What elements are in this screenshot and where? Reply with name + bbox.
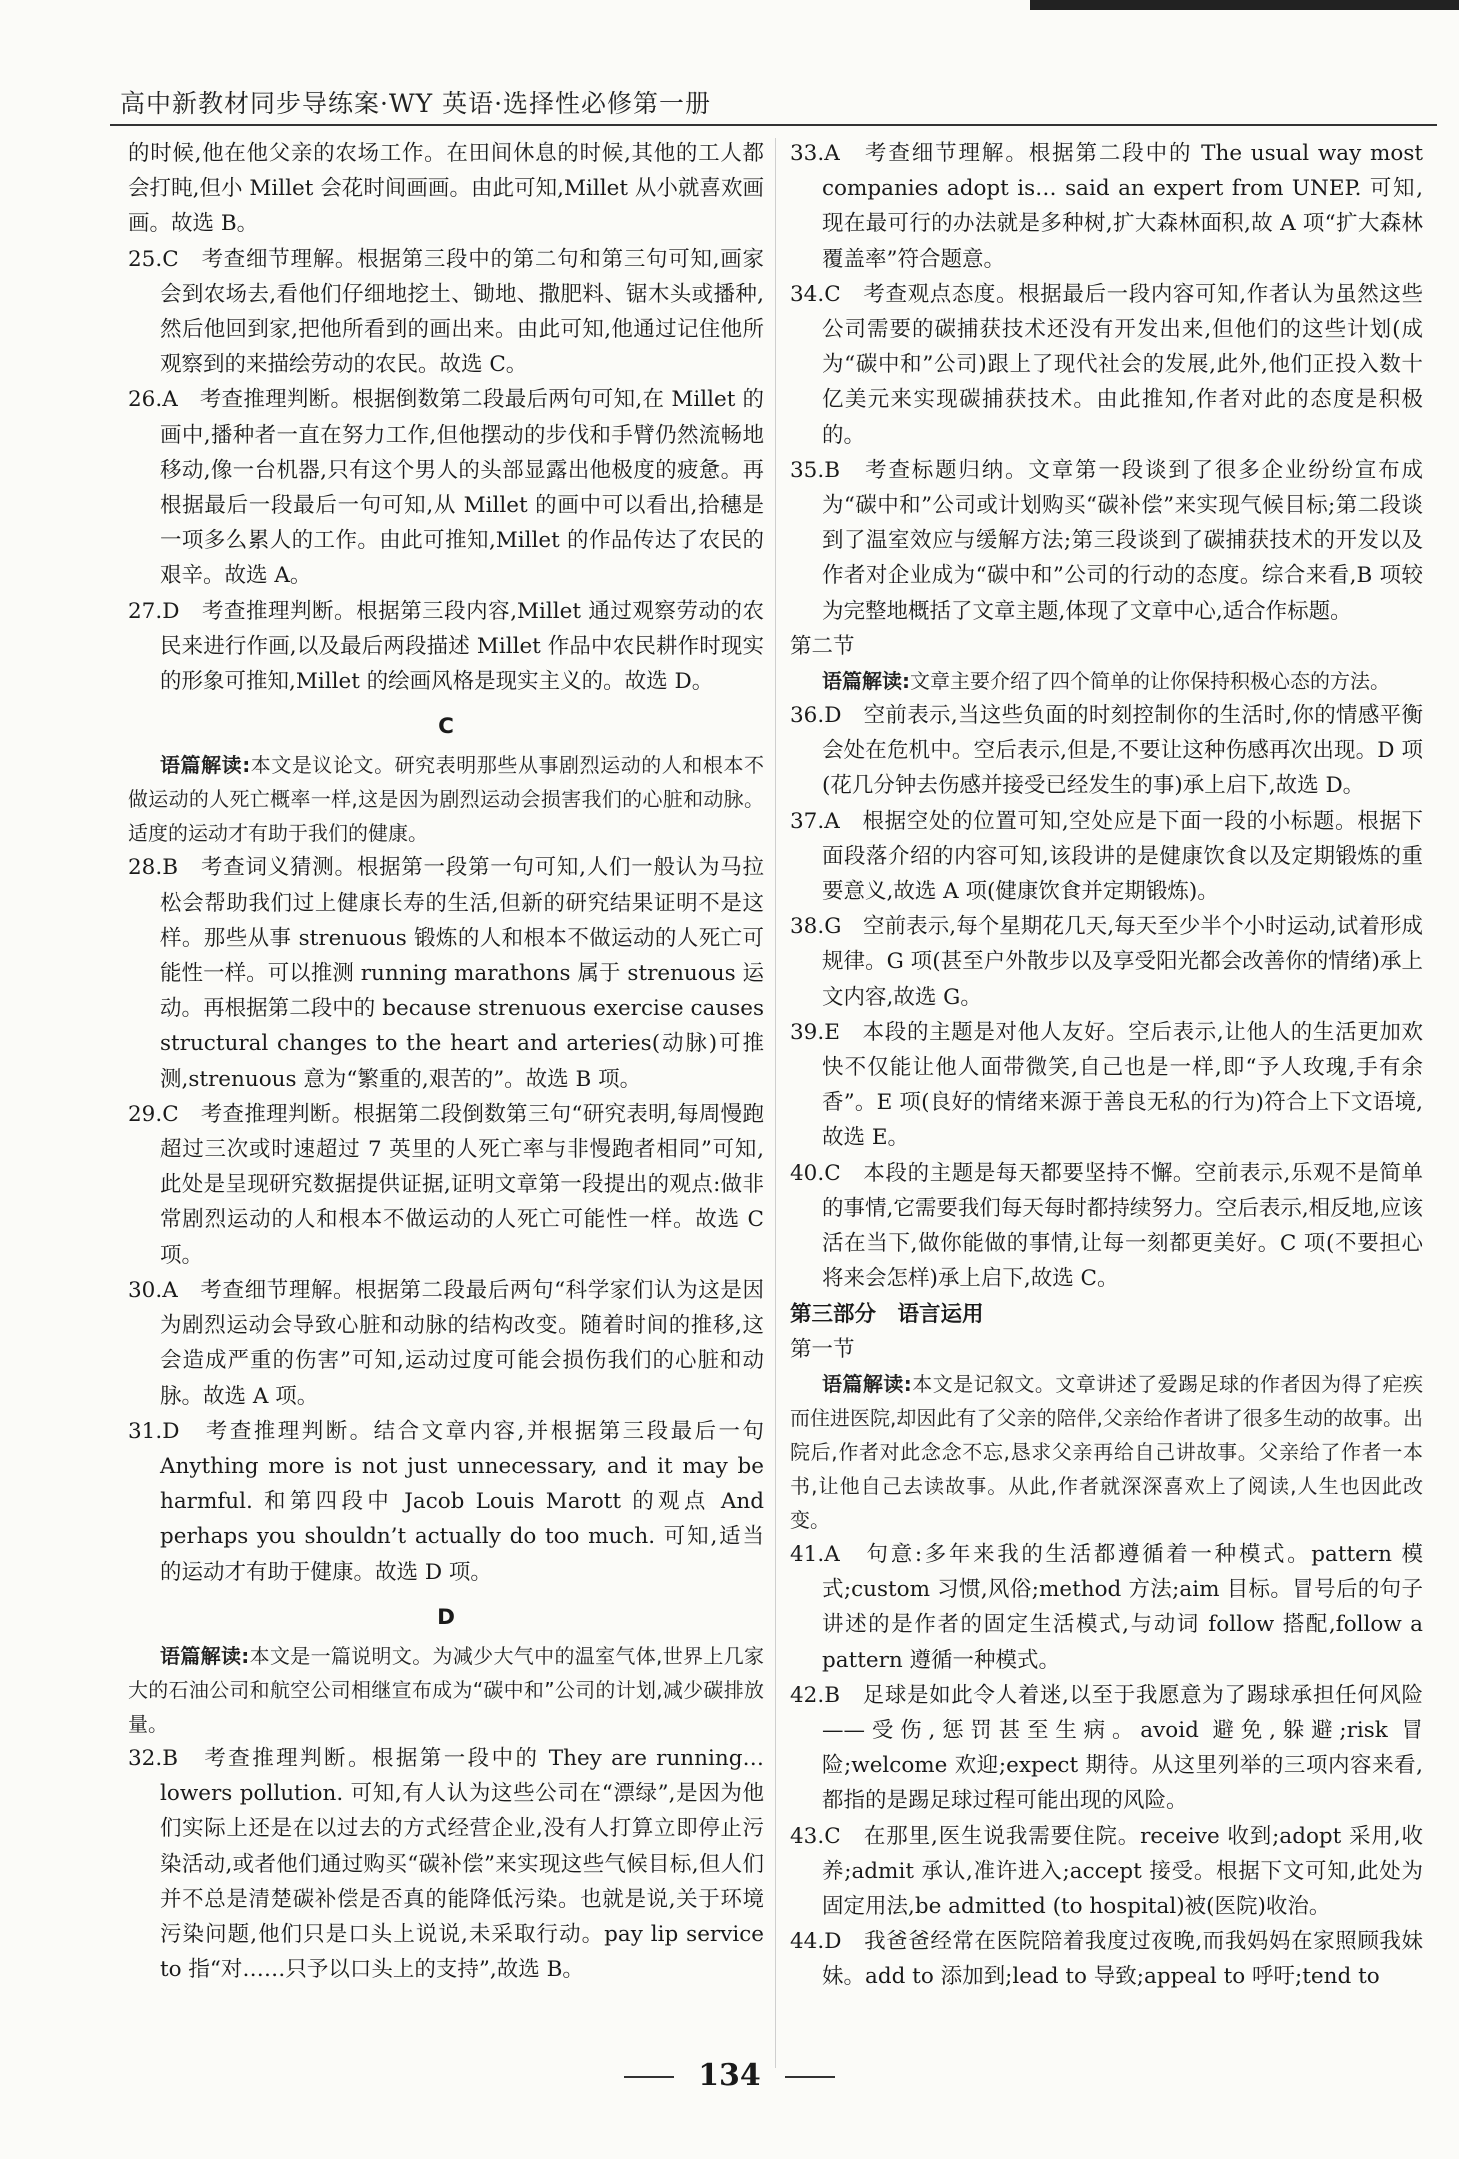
page-number: 134 <box>698 2058 761 2093</box>
passage-summary-label: 语篇解读: <box>160 1643 250 1668</box>
answer-explanation: 35.B 考查标题归纳。文章第一段谈到了很多企业纷纷宣布成为“碳中和”公司或计划购买“碳补偿”来实现气候目标;第二段谈到了温室效应与缓解方法;第三段谈到了碳捕获技术的开发以及作者对企业成为“碳中和”公司的行动的态度。综合来看,B 项较为完整地概括了文章主题,体现了文章中心,适合作标题。 <box>790 457 1423 624</box>
answer-explanation: 38.G 空前表示,每个星期花几天,每天至少半个小时运动,试着形成规律。G 项(甚至户外散步以及享受阳光都会改善你的情绪)承上文内容,故选 G。 <box>790 914 1423 1010</box>
header-rule <box>110 124 1437 126</box>
passage-summary-label: 语篇解读: <box>822 1371 912 1396</box>
answer-explanation: 28.B 考查词义猜测。根据第一段第一句可知,人们一般认为马拉松会帮助我们过上健康长寿的生活,但新的研究结果证明不是这样。那些从事 strenuous 锻炼的人和根本不做运动的人死亡可能性一样。可以推测 running marathons 属于 strenuous 运动。再根据第二段中的 because strenuous exercise causes structural changes to the heart and arteries(动脉)可推测,strenuous 意为“繁重的,艰苦的”。故选 B 项。 <box>128 855 764 1092</box>
answer-explanation: 25.C 考查细节理解。根据第三段中的第二句和第三句可知,画家会到农场去,看他们仔细地挖土、锄地、撒肥料、锯木头或播种,然后他回到家,把他所看到的画出来。由此可知,他通过记住他所观察到的来描绘劳动的农民。故选 C。 <box>128 246 764 378</box>
left-column <box>128 136 764 1987</box>
answer-explanation: 30.A 考查细节理解。根据第二段最后两句“科学家们认为这是因为剧烈运动会导致心脏和动脉的结构改变。随着时间的推移,这会造成严重的伤害”可知,运动过度可能会损伤我们的心脏和动脉。故选 A 项。 <box>128 1277 764 1409</box>
passage-summary <box>128 1639 764 1741</box>
answer-explanation: 26.A 考查推理判断。根据倒数第二段最后两句可知,在 Millet 的画中,播种者一直在努力工作,但他摆动的步伐和手臂仍然流畅地移动,像一台机器,只有这个男人的头部显露出他极度的疲惫。再根据最后一段最后一句可知,从 Millet 的画中可以看出,拾穗是一项多么累人的工作。由此可推知,Millet 的作品传达了农民的艰辛。故选 A。 <box>128 387 764 589</box>
page-number-footer <box>0 2058 1459 2093</box>
subsection-heading: 第一节 <box>790 1336 855 1362</box>
continued-text: 的时候,他在他父亲的农场工作。在田间休息的时候,其他的工人都会打盹,但小 Millet 会花时间画画。由此可知,Millet 从小就喜欢画画。故选 B。 <box>128 141 764 237</box>
answer-explanation: 34.C 考查观点态度。根据最后一段内容可知,作者认为虽然这些公司需要的碳捕获技术还没有开发出来,但他们的这些计划(成为“碳中和”公司)跟上了现代社会的发展,此外,他们正投入数十亿美元来实现碳捕获技术。由此推知,作者对此的态度是积极的。 <box>790 281 1423 448</box>
answer-explanation: 37.A 根据空处的位置可知,空处应是下面一段的小标题。根据下面段落介绍的内容可知,该段讲的是健康饮食以及定期锻炼的重要意义,故选 A 项(健康饮食并定期锻炼)。 <box>790 808 1423 905</box>
passage-summary-text: 本文是一篇说明文。为减少大气中的温室气体,世界上几家大的石油公司和航空公司相继宣布成为“碳中和”公司的计划,减少碳排放量。 <box>128 1643 765 1736</box>
passage-summary <box>790 664 1423 698</box>
right-column <box>790 136 1423 1995</box>
section-heading: D <box>437 1604 455 1630</box>
passage-summary <box>128 748 764 850</box>
answer-explanation: 43.C 在那里,医生说我需要住院。receive 收到;adopt 采用,收养;admit 承认,准许进入;accept 接受。根据下文可知,此处为固定用法,be admitted (to hospital)被(医院)收治。 <box>790 1823 1423 1919</box>
running-header: 高中新教材同步导练案·WY 英语·选择性必修第一册 <box>120 89 712 118</box>
answer-explanation: 29.C 考查推理判断。根据第二段倒数第三句“研究表明,每周慢跑超过三次或时速超过 7 英里的人死亡率与非慢跑者相同”可知,此处是呈现研究数据提供证据,证明文章第一段提出的观点:做非常剧烈运动的人和根本不做运动的人死亡可能性一样。故选 C 项。 <box>128 1101 764 1268</box>
answer-explanation: 39.E 本段的主题是对他人友好。空后表示,让他人的生活更加欢快不仅能让他人面带微笑,自己也是一样,即“予人玫瑰,手有余香”。E 项(良好的情绪来源于善良无私的行为)符合上下文语境,故选 E。 <box>790 1019 1423 1151</box>
answer-explanation: 33.A 考查细节理解。根据第二段中的 The usual way most companies adopt is… said an expert from UNEP. 可知,现在最可行的办法就是多种树,扩大森林面积,故 A 项“扩大森林覆盖率”符合题意。 <box>790 141 1423 272</box>
answer-explanation: 31.D 考查推理判断。结合文章内容,并根据第三段最后一句 Anything more is not just unnecessary, and it may be harmful. 和第四段中 Jacob Louis Marott 的观点 And perhaps you shouldn’t actually do too much. 可知,适当的运动才有助于健康。故选 D 项。 <box>128 1418 764 1585</box>
passage-summary-text: 文章主要介绍了四个简单的让你保持积极心态的方法。 <box>910 669 1390 694</box>
section-heading: C <box>438 714 454 740</box>
subsection-heading: 第二节 <box>790 633 855 659</box>
answer-explanation: 36.D 空前表示,当这些负面的时刻控制你的生活时,你的情感平衡会处在危机中。空后表示,但是,不要让这种伤感再次出现。D 项(花几分钟去伤感并接受已经发生的事)承上启下,故选 D。 <box>790 703 1423 799</box>
answer-explanation: 40.C 本段的主题是每天都要坚持不懈。空前表示,乐观不是简单的事情,它需要我们每天每时都持续努力。空后表示,相反地,应该活在当下,做你能做的事情,让每一刻都更美好。C 项(不要担心将来会怎样)承上启下,故选 C。 <box>790 1160 1424 1292</box>
corner-mark <box>1030 0 1459 10</box>
passage-summary-text: 本文是记叙文。文章讲述了爱踢足球的作者因为得了疟疾而住进医院,却因此有了父亲的陪伴,父亲给作者讲了很多生动的故事。出院后,作者对此念念不忘,恳求父亲再给自己讲故事。父亲给了作者一本书,让他自己去读故事。从此,作者就深深喜欢上了阅读,人生也因此改变。 <box>790 1371 1424 1532</box>
passage-summary-text: 本文是议论文。研究表明那些从事剧烈运动的人和根本不做运动的人死亡概率一样,这是因为剧烈运动会损害我们的心脏和动脉。适度的运动才有助于我们的健康。 <box>128 753 765 846</box>
answer-explanation: 41.A 句意:多年来我的生活都遵循着一种模式。pattern 模式;custom 习惯,风俗;method 方法;aim 目标。冒号后的句子讲述的是作者的固定生活模式,与动词 follow 搭配,follow a pattern 遵循一种模式。 <box>790 1541 1423 1673</box>
passage-summary-label: 语篇解读: <box>160 753 251 778</box>
answer-explanation: 32.B 考查推理判断。根据第一段中的 They are running… lowers pollution. 可知,有人认为这些公司在“漂绿”,是因为他们实际上还是在以过去的方式经营企业,没有人打算立即停止污染活动,或者他们通过购买“碳补偿”来实现这些气候目标,但人们并不总是清楚碳补偿是否真的能降低污染。也就是说,关于环境污染问题,他们只是口头上说说,未采取行动。pay lip service to 指“对……只予以口头上的支持”,故选 B。 <box>128 1745 764 1983</box>
answer-explanation: 42.B 足球是如此令人着迷,以至于我愿意为了踢球承担任何风险——受伤,惩罚甚至生病。avoid 避免,躲避;risk 冒险;welcome 欢迎;expect 期待。从这里列举的三项内容来看,都指的是踢足球过程可能出现的风险。 <box>790 1682 1423 1814</box>
answer-explanation: 27.D 考查推理判断。根据第三段内容,Millet 通过观察劳动的农民来进行作画,以及最后两段描述 Millet 作品中农民耕作时现实的形象可推知,Millet 的绘画风格是现实主义的。故选 D。 <box>128 598 764 695</box>
part-heading: 第三部分 语言运用 <box>790 1301 984 1327</box>
passage-summary-label: 语篇解读: <box>822 669 910 694</box>
footer-dash-left <box>624 2076 674 2078</box>
footer-dash-right <box>785 2076 835 2078</box>
column-divider <box>775 138 776 2068</box>
answer-explanation: 44.D 我爸爸经常在医院陪着我度过夜晚,而我妈妈在家照顾我妹妹。add to 添加到;lead to 导致;appeal to 呼吁;tend to <box>790 1929 1423 1990</box>
passage-summary <box>790 1367 1423 1537</box>
